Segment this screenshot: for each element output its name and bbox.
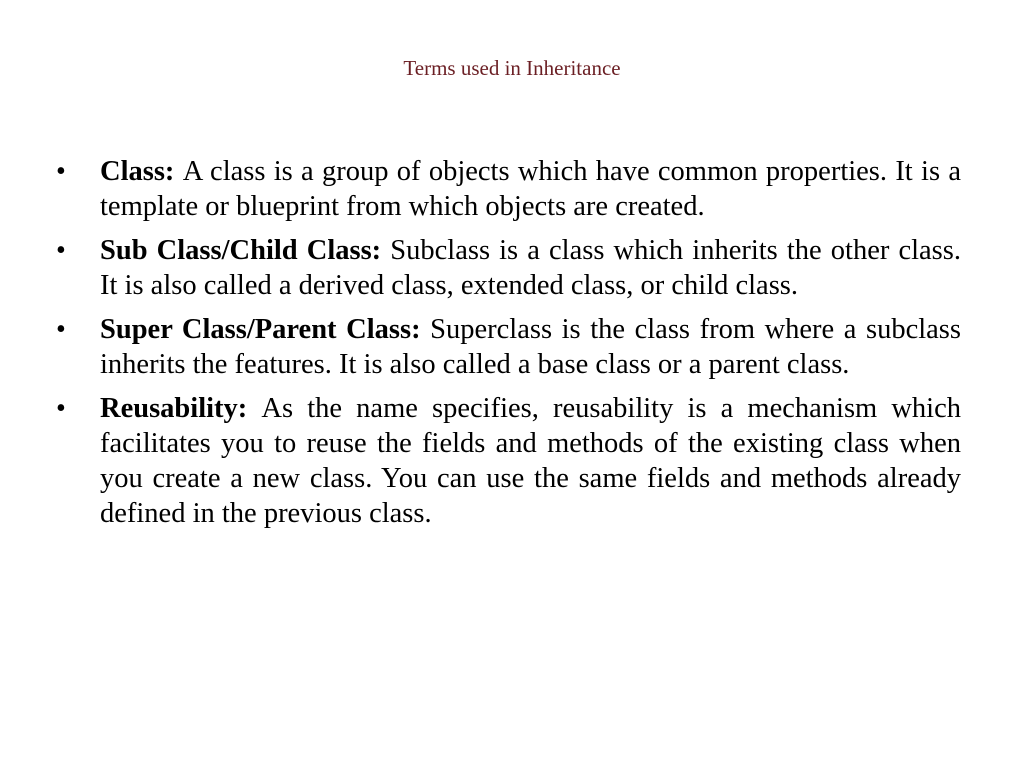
bullet-item-reusability — [56, 391, 961, 531]
bullet-icon: • — [56, 314, 66, 345]
term-label: Sub Class/Child Class: — [100, 235, 391, 266]
term-label: Super Class/Parent Class: — [100, 314, 431, 345]
bullet-list — [56, 154, 961, 540]
bullet-item-sub-class — [56, 233, 961, 303]
bullet-icon: • — [56, 393, 66, 424]
term-definition: A class is a group of objects which have common properties. It is a template or blueprint from which objects are created. — [100, 156, 961, 222]
term-definition: Superclass is the class from where a subclass inherits the features. It is also called a base class or a parent class. — [100, 314, 961, 380]
bullet-icon: • — [56, 156, 66, 187]
slide-title: Terms used in Inheritance — [403, 56, 621, 80]
bullet-item-super-class — [56, 312, 961, 382]
term-definition: Subclass is a class which inherits the other class. It is also called a derived class, extended class, or child class. — [100, 235, 961, 301]
term-label: Class: — [100, 156, 183, 187]
bullet-icon: • — [56, 235, 66, 266]
term-label: Reusability: — [100, 393, 262, 424]
bullet-item-class — [56, 154, 961, 224]
term-definition: As the name specifies, reusability is a mechanism which facilitates you to reuse the fields and methods of the existing class when you create a new class. You can use the same fields and methods already defined in the previous class. — [100, 393, 961, 529]
